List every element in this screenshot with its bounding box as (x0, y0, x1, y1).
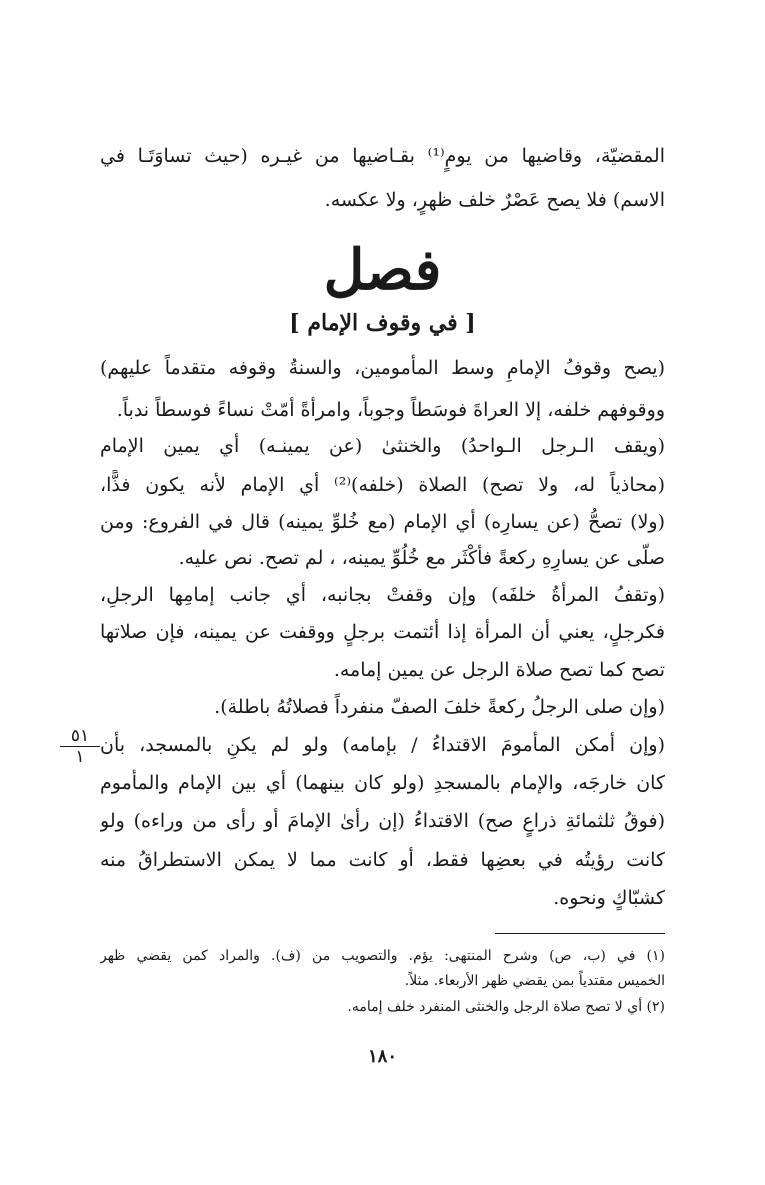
section-line-1: (يصح وقوفُ الإمامِ وسط المأمومين، والسنةُ وقوفه متقدماً عليهم) (100, 357, 665, 379)
section-line-3: (ويقف الـرجل الـواحدُ) والخنثىٰ (عن يمينـه) أي يمين الإمام (100, 435, 665, 457)
footnote-divider (495, 933, 665, 934)
footnote-1-line-2: الخميس مقتدياً بمن يقضي ظهر الأربعاء. مثلاً. (404, 973, 665, 989)
body-line-2: الاسم) فلا يصح عَصْرٌ خلف ظهرٍ، ولا عكسه. (324, 189, 665, 211)
section-line-8: فكرجلٍ، يعني أن المرأة إذا أئتمت برجلٍ ووقفت عن يمينه، فإن صلاتها (100, 621, 665, 643)
section-line-14: كانت رؤيتُه في بعضِها فقط، أو كانت مما لا يمكن الاستطراقُ منه (100, 849, 665, 871)
footnote-1-line-1: (١) في (ب، ص) وشرح المنتهى: يؤم. والتصويب من (ف). والمراد كمن يقضي ظهر (100, 948, 665, 964)
margin-reference-bottom: ١ (75, 747, 85, 767)
section-line-10: (وإن صلى الرجلُ ركعةً خلفَ الصفّ منفرداً فصلاتُهُ باطلة). (214, 696, 665, 718)
section-line-6: صلّى عن يسارِهِ ركعةً فأكْثَر مع خُلُوِّ يمينه، ، لم تصح. نص عليه. (178, 547, 665, 569)
chapter-title: فصل (323, 237, 442, 303)
section-line-11: (وإن أمكن المأمومَ الاقتداءُ / بإمامه) ولو لم يكنِ بالمسجد، بأن (100, 734, 665, 756)
section-line-2: ووقوفهم خلفه، إلا العراةَ فوسَطاً وجوباً، وامرأةً أمّتْ نساءً فوسطاً ندباً. (116, 399, 665, 421)
section-line-5: (ولا) تصحُّ (عن يسارِه) أي الإمام (مع خُلوِّ يمينه) قال في الفروع: ومن (100, 511, 665, 533)
section-line-12: كان خارجَه، والإمام بالمسجدِ (ولو كان بينهما) أي بين الإمام والمأموم (100, 772, 665, 794)
section-line-9: تصح كما تصح صلاة الرجل عن يمين إمامه. (333, 659, 665, 681)
section-line-4: (محاذياً له، ولا تصح) الصلاة (خلفه)⁽²⁾ أي الإمام لأنه يكون فذًّا، (100, 474, 665, 496)
section-line-7: (وتقفُ المرأةُ خلفَه) وإن وقفتْ بجانبه، أي جانب إمامِها الرجلِ، (100, 584, 665, 606)
margin-reference-top: ٥١ (60, 727, 100, 747)
margin-reference (60, 727, 100, 766)
section-line-15: كشبّاكٍ ونحوه. (553, 887, 665, 909)
body-line-1: المقضيّة، وقاضيها من يومٍ⁽¹⁾ بقـاضيها من غيـره (حيث تساوَتَـا في (100, 145, 665, 167)
section-line-13: (فوقُ ثلثمائةِ ذراعٍ صح) الاقتداءُ (إن رأىٰ الإمامَ أو رأى من وراءه) ولو (100, 810, 665, 832)
footnote-2: (٢) أي لا تصح صلاة الرجل والخنثى المنفرد خلف إمامه. (347, 999, 665, 1015)
section-subtitle: [ في وقوف الإمام ] (289, 310, 476, 336)
page-number: ١٨٠ (367, 1046, 397, 1067)
